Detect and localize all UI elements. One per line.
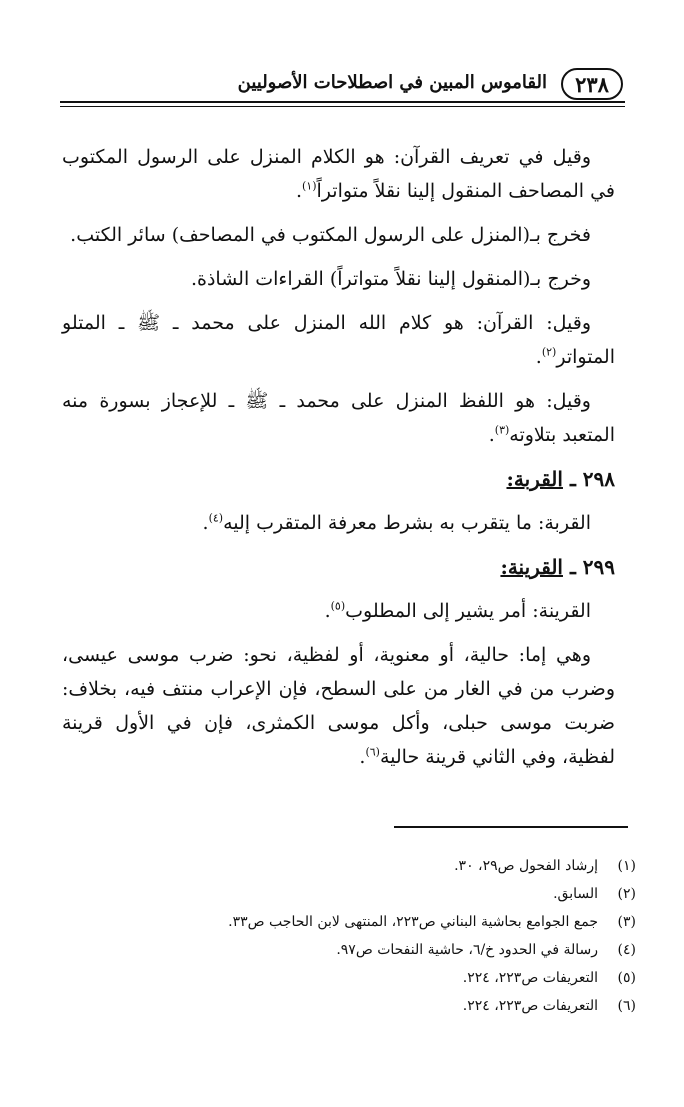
header-rule-thick [60,101,625,103]
paragraph-exclusion-books: فخرج بـ(المنزل على الرسول المكتوب في المصاحف) سائر الكتب. [70,224,591,246]
entry-number: ٢٩٩ ـ [569,555,615,579]
paragraph-qurba: القربة: ما يتقرب به بشرط معرفة المتقرب إليه$^{(٤)}$. [202,511,591,534]
footnote-item [120,852,636,880]
footnote-text: رسالة في الحدود خ/٦، حاشية النفحات ص٩٧. [336,942,598,958]
footnote-text: التعريفات ص٢٢٣، ٢٢٤. [462,998,598,1014]
footnote-text: السابق. [553,886,598,902]
footnote-number: (٤) [617,942,636,958]
footnote-number: (٦) [617,998,636,1014]
header-rule-thin [60,106,625,107]
footnote-text: جمع الجوامع بحاشية البناني ص٢٢٣، المنتهى لابن الحاجب ص٣٣. [228,914,598,930]
footnote-text: التعريفات ص٢٢٣، ٢٢٤. [462,970,598,986]
paragraph-qarina-types: وهي إما: حالية، أو معنوية، أو لفظية، نحو: ضرب موسى عيسى، وضرب من في الغار من على السطح، فإن الإعراب منتف فيه، بخلاف: ضربت موسى حبلى، وأكل موسى الكمثرى، فإن في الأول قرينة لفظية، وفي الثاني قرينة حالية$^{(٦)}$. [62,644,615,768]
footnote-number: (٥) [617,970,636,986]
paragraph-qarina: القرينة: أمر يشير إلى المطلوب$^{(٥)}$. [324,599,591,622]
footnote-number: (٣) [617,914,636,930]
footnote-item [120,936,636,964]
page-header [60,68,625,108]
footnote-item [120,908,636,936]
entry-term: القرينة: [500,555,563,579]
footnote-ref-2[interactable]: (٢) [541,345,557,359]
footnote-item [120,964,636,992]
footnote-separator [394,826,628,828]
page-number: ٢٣٨ [561,68,623,100]
book-title: القاموس المبين في اصطلاحات الأصوليين [237,72,547,93]
main-text [62,140,615,784]
paragraph-quran-definition-3: وقيل: هو اللفظ المنزل على محمد ـ ﷺ ـ للإعجاز بسورة منه المتعبد بتلاوته$^{(٣)}$. [62,390,615,446]
entry-heading-298 [62,462,615,496]
footnote-text: إرشاد الفحول ص٢٩، ٣٠. [454,858,598,874]
paragraph-quran-definition-2: وقيل: القرآن: هو كلام الله المنزل على محمد ـ ﷺ ـ المتلو المتواتر$^{(٢)}$. [62,312,615,368]
footnote-ref-5[interactable]: (٥) [330,599,346,613]
paragraph-exclusion-readings: وخرج بـ(المنقول إلينا نقلاً متواتراً) القراءات الشاذة. [190,268,591,290]
entry-term: القربة: [506,467,563,491]
paragraph-quran-definition: وقيل في تعريف القرآن: هو الكلام المنزل على الرسول المكتوب في المصاحف المنقول إلينا نقلاً متواتراً$^{(١)}$. [62,146,615,202]
footnote-number: (١) [617,858,636,874]
footnote-item [120,992,636,1020]
footnote-number: (٢) [617,886,636,902]
footnote-item [120,880,636,908]
footnote-ref-3[interactable]: (٣) [494,423,510,437]
footnote-ref-1[interactable]: (١) [302,179,317,193]
entry-heading-299 [62,550,615,584]
footnote-ref-4[interactable]: (٤) [208,511,224,525]
footnotes [120,852,636,1020]
footnote-ref-6[interactable]: (٦) [365,745,380,759]
entry-number: ٢٩٨ ـ [569,467,615,491]
